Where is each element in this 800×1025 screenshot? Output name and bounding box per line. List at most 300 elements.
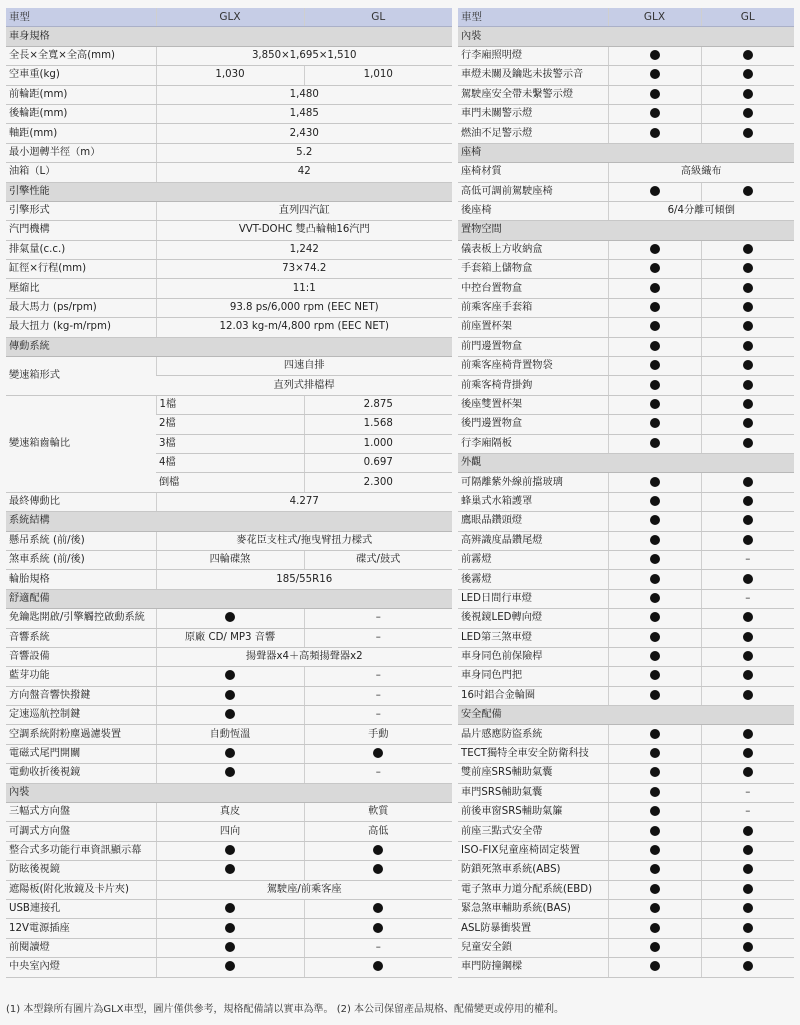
spec-row [458,861,794,880]
spec-row [6,841,452,860]
standard-dot-icon [650,69,660,79]
not-available-dash: – [375,767,381,779]
standard-dot-icon [650,283,660,293]
standard-dot-icon [650,787,660,797]
standard-dot-icon [650,244,660,254]
spec-label: 汽門機構 [6,221,156,240]
gear-ratio-value: 1.568 [304,415,452,434]
not-available-dash: – [375,709,381,721]
spec-label: 煞車系統 (前/後) [6,550,156,569]
standard-dot-icon [650,729,660,739]
gl-value [701,744,794,763]
spec-label: 後輪距(mm) [6,104,156,123]
standard-dot-icon [650,496,660,506]
spec-label: 行李廂照明燈 [458,46,608,65]
gl-value: 1,010 [304,66,452,85]
glx-value [156,667,304,686]
spec-label: 三幅式方向盤 [6,803,156,822]
standard-dot-icon [743,302,753,312]
header-gl: GL [701,8,794,27]
spec-row [6,725,452,744]
spec-row [458,415,794,434]
spec-label: 防鎖死煞車系統(ABS) [458,861,608,880]
spec-row [458,589,794,608]
glx-value [156,861,304,880]
spec-label: ISO-FIX兒童座椅固定裝置 [458,841,608,860]
spec-row [458,686,794,705]
standard-dot-icon [743,477,753,487]
spec-row [458,667,794,686]
glx-value [608,803,701,822]
spec-row [6,240,452,259]
spec-label: 駕駛座安全帶未繫警示燈 [458,85,608,104]
gl-value [701,919,794,938]
gear-ratio-value: 2.875 [304,395,452,414]
standard-dot-icon [743,574,753,584]
glx-value [608,240,701,259]
standard-dot-icon [650,767,660,777]
spec-value: 揚聲器x4＋高頻揚聲器x2 [156,647,452,666]
gear-ratio-row [6,395,452,414]
gl-value [701,725,794,744]
spec-label: 軸距(mm) [6,124,156,143]
spec-label: 中控台置物盒 [458,279,608,298]
spec-label: 後門邊置物盒 [458,415,608,434]
standard-dot-icon [743,321,753,331]
spec-row [6,919,452,938]
glx-value [608,880,701,899]
standard-dot-icon [650,574,660,584]
gl-value [701,686,794,705]
gear-label: 1檔 [156,395,304,414]
standard-dot-icon [743,69,753,79]
spec-row [6,764,452,783]
spec-label: 車門防撞鋼樑 [458,958,608,977]
glx-value [156,744,304,763]
standard-dot-icon [650,593,660,603]
gl-value: 高低 [304,822,452,841]
not-available-dash: – [375,689,381,701]
standard-dot-icon [650,50,660,60]
glx-value [608,182,701,201]
spec-label: 免鑰匙開啟/引擎觸控啟動系統 [6,609,156,628]
glx-value [608,589,701,608]
spec-label: 缸徑×行程(mm) [6,260,156,279]
standard-dot-icon [743,729,753,739]
spec-label: 行李廂隔板 [458,434,608,453]
spec-label: 燃油不足警示燈 [458,124,608,143]
gl-value [701,415,794,434]
spec-row [6,686,452,705]
glx-value [608,104,701,123]
spec-row [458,318,794,337]
standard-dot-icon [743,244,753,254]
standard-dot-icon [650,942,660,952]
spec-label: 車燈未關及鑰匙未拔警示音 [458,66,608,85]
gl-value [701,357,794,376]
spec-label: LED日間行車燈 [458,589,608,608]
standard-dot-icon [225,670,235,680]
spec-row [6,531,452,550]
standard-dot-icon [650,263,660,273]
glx-value [608,609,701,628]
spec-row [458,46,794,65]
spec-label: 變速箱形式 [6,357,156,396]
standard-dot-icon [743,128,753,138]
gl-value [304,841,452,860]
header-row [6,8,452,27]
glx-value [608,899,701,918]
spec-row [458,337,794,356]
spec-label: 12V電源插座 [6,919,156,938]
standard-dot-icon [225,748,235,758]
spec-label: 藍芽功能 [6,667,156,686]
header-model: 車型 [6,8,156,27]
standard-dot-icon [743,50,753,60]
spec-label: 前閱讀燈 [6,938,156,957]
spec-table-left [6,8,452,978]
spec-row [458,376,794,395]
spec-row [458,124,794,143]
spec-row [458,201,794,220]
section-header-row [6,783,452,802]
spec-label: 引擎形式 [6,201,156,220]
glx-value [608,46,701,65]
spec-value: 直列式排檔桿 [156,376,452,395]
spec-label: 車身同色門把 [458,667,608,686]
standard-dot-icon [225,864,235,874]
standard-dot-icon [650,748,660,758]
spec-row [6,570,452,589]
glx-value [608,395,701,414]
standard-dot-icon [743,632,753,642]
spec-row [6,163,452,182]
spec-value: 93.8 ps/6,000 rpm (EEC NET) [156,298,452,317]
gl-value: 碟式/鼓式 [304,550,452,569]
spec-row [6,667,452,686]
gl-value [701,318,794,337]
spec-label: 輪胎規格 [6,570,156,589]
glx-value [608,318,701,337]
spec-row [6,744,452,763]
glx-value [608,861,701,880]
standard-dot-icon [650,923,660,933]
glx-value [156,938,304,957]
spec-row [458,279,794,298]
glx-value [156,764,304,783]
spec-label: 定速巡航控制鍵 [6,706,156,725]
spec-value: 麥花臣支柱式/拖曳臂扭力樑式 [156,531,452,550]
gl-value [701,298,794,317]
spec-row [6,85,452,104]
section-title: 安全配備 [458,706,794,725]
spec-row [6,104,452,123]
glx-value [608,686,701,705]
standard-dot-icon [650,341,660,351]
section-title: 外觀 [458,453,794,472]
glx-value [608,298,701,317]
standard-dot-icon [743,845,753,855]
glx-value [608,473,701,492]
spec-label: 緊急煞車輔助系統(BAS) [458,899,608,918]
gl-value [701,861,794,880]
spec-label: 方向盤音響快撥鍵 [6,686,156,705]
gl-value [701,473,794,492]
spec-row [458,938,794,957]
glx-value [608,260,701,279]
standard-dot-icon [743,418,753,428]
glx-value: 原廠 CD/ MP3 音響 [156,628,304,647]
gl-value [701,589,794,608]
section-header-row [458,221,794,240]
gl-value [701,783,794,802]
spec-row [458,240,794,259]
spec-row [6,46,452,65]
spec-row [458,550,794,569]
spec-label: 整合式多功能行車資訊顯示幕 [6,841,156,860]
not-available-dash: – [375,631,381,643]
spec-label: 手套箱上儲物盒 [458,260,608,279]
gl-value [701,512,794,531]
spec-row [458,104,794,123]
gl-value [701,841,794,860]
spec-label: 油箱（L） [6,163,156,182]
spec-label: 變速箱齒輪比 [6,395,156,492]
glx-value [608,531,701,550]
spec-label: 空調系統附粉塵過濾裝置 [6,725,156,744]
spec-row [6,822,452,841]
standard-dot-icon [743,884,753,894]
standard-dot-icon [743,360,753,370]
spec-value: 2,430 [156,124,452,143]
spec-label: 後霧燈 [458,570,608,589]
standard-dot-icon [225,942,235,952]
spec-label: 排氣量(c.c.) [6,240,156,259]
section-header-row [6,182,452,201]
spec-row [6,609,452,628]
glx-value [608,667,701,686]
spec-row [458,725,794,744]
gl-value [701,337,794,356]
standard-dot-icon [650,632,660,642]
gl-value [304,861,452,880]
spec-row [6,880,452,899]
spec-value: 73×74.2 [156,260,452,279]
not-available-dash: – [745,554,751,566]
standard-dot-icon [743,923,753,933]
section-title: 傳動系統 [6,337,452,356]
gl-value [304,706,452,725]
gear-label: 4檔 [156,453,304,472]
spec-value: 四速自排 [156,357,452,376]
section-title: 舒適配備 [6,589,452,608]
gl-value [304,938,452,957]
header-gl: GL [304,8,452,27]
gear-ratio-value: 0.697 [304,453,452,472]
standard-dot-icon [225,903,235,913]
standard-dot-icon [650,554,660,564]
spec-label: 最大扭力 (kg-m/rpm) [6,318,156,337]
spec-row [6,938,452,957]
standard-dot-icon [650,884,660,894]
gear-label: 倒檔 [156,473,304,492]
standard-dot-icon [650,864,660,874]
standard-dot-icon [650,438,660,448]
standard-dot-icon [650,612,660,622]
spec-value: 6/4分離可傾倒 [608,201,794,220]
spec-row [6,124,452,143]
standard-dot-icon [743,283,753,293]
glx-value [608,376,701,395]
standard-dot-icon [373,864,383,874]
spec-row [458,163,794,182]
spec-row [458,803,794,822]
gl-value [701,958,794,977]
spec-label: 空車重(kg) [6,66,156,85]
standard-dot-icon [225,845,235,855]
gl-value [701,434,794,453]
standard-dot-icon [650,670,660,680]
section-title: 系統結構 [6,512,452,531]
gear-ratio-value: 2.300 [304,473,452,492]
gl-value [701,85,794,104]
spec-row [458,744,794,763]
gl-value [701,938,794,957]
header-glx: GLX [156,8,304,27]
spec-label: 全長×全寬×全高(mm) [6,46,156,65]
gl-value [701,667,794,686]
spec-label: USB連接孔 [6,899,156,918]
gl-value [304,744,452,763]
standard-dot-icon [650,690,660,700]
standard-dot-icon [373,961,383,971]
spec-label: 前座置杯架 [458,318,608,337]
gl-value [304,899,452,918]
spec-row [458,395,794,414]
standard-dot-icon [650,108,660,118]
spec-value: 1,242 [156,240,452,259]
gl-value [701,880,794,899]
spec-value: 直列四汽缸 [156,201,452,220]
gl-value [304,686,452,705]
spec-label: 蜂巢式水箱護罩 [458,492,608,511]
spec-label: 儀表板上方收納盒 [458,240,608,259]
spec-row [6,279,452,298]
header-row [458,8,794,27]
not-available-dash: – [375,941,381,953]
spec-row [458,357,794,376]
spec-row [458,531,794,550]
spec-table-right-body [458,8,794,977]
spec-label: 車門未關警示燈 [458,104,608,123]
spec-value: 高級織布 [608,163,794,182]
standard-dot-icon [373,903,383,913]
spec-row [6,492,452,511]
spec-label: 最大馬力 (ps/rpm) [6,298,156,317]
spec-label: 後視鏡LED轉向燈 [458,609,608,628]
spec-row [458,783,794,802]
gl-value [304,958,452,977]
glx-value [156,899,304,918]
standard-dot-icon [225,767,235,777]
spec-label: 防眩後視鏡 [6,861,156,880]
spec-row [458,512,794,531]
standard-dot-icon [650,806,660,816]
standard-dot-icon [650,826,660,836]
standard-dot-icon [650,128,660,138]
spec-value: 3,850×1,695×1,510 [156,46,452,65]
gl-value [701,550,794,569]
spec-row [458,919,794,938]
standard-dot-icon [743,89,753,99]
gl-value [701,492,794,511]
standard-dot-icon [225,709,235,719]
spec-label: 音響系統 [6,628,156,647]
glx-value [608,85,701,104]
glx-value [608,822,701,841]
standard-dot-icon [650,418,660,428]
standard-dot-icon [743,651,753,661]
spec-label: ASL防暴衝裝置 [458,919,608,938]
spec-label: 電子煞車力道分配系統(EBD) [458,880,608,899]
section-header-row [458,27,794,46]
section-title: 車身規格 [6,27,452,46]
standard-dot-icon [743,399,753,409]
glx-value [608,919,701,938]
glx-value: 1,030 [156,66,304,85]
standard-dot-icon [743,438,753,448]
standard-dot-icon [743,826,753,836]
glx-value: 四向 [156,822,304,841]
glx-value: 四輪碟煞 [156,550,304,569]
gl-value [304,628,452,647]
standard-dot-icon [743,186,753,196]
standard-dot-icon [743,496,753,506]
spec-row [458,85,794,104]
glx-value [608,958,701,977]
header-glx: GLX [608,8,701,27]
spec-table-right [458,8,794,978]
standard-dot-icon [650,477,660,487]
spec-label: 前霧燈 [458,550,608,569]
gl-value [701,260,794,279]
gl-value [701,609,794,628]
spec-label: 電磁式尾門開關 [6,744,156,763]
spec-label: LED第三煞車燈 [458,628,608,647]
spec-row [6,357,452,376]
glx-value [608,647,701,666]
spec-row [458,647,794,666]
not-available-dash: – [375,670,381,682]
spec-label: 晶片感應防盜系統 [458,725,608,744]
spec-row [458,764,794,783]
spec-label: 最終傳動比 [6,492,156,511]
standard-dot-icon [225,923,235,933]
spec-row [6,861,452,880]
spec-row [6,550,452,569]
glx-value [608,938,701,957]
spec-label: 雙前座SRS輔助氣囊 [458,764,608,783]
spec-value: VVT-DOHC 雙凸輪軸16汽門 [156,221,452,240]
gl-value [304,764,452,783]
spec-table-left-body [6,8,452,977]
footnote: (1) 本型錄所有圖片為GLX車型，圖片僅供參考，規格配備請以實車為準。 (2) 本公司保留產品規格、配備變更或停用的權利。 [6,1004,565,1015]
gl-value [701,376,794,395]
spec-label: 車門SRS輔助氣囊 [458,783,608,802]
spec-value: 5.2 [156,143,452,162]
glx-value [156,686,304,705]
gl-value [304,667,452,686]
